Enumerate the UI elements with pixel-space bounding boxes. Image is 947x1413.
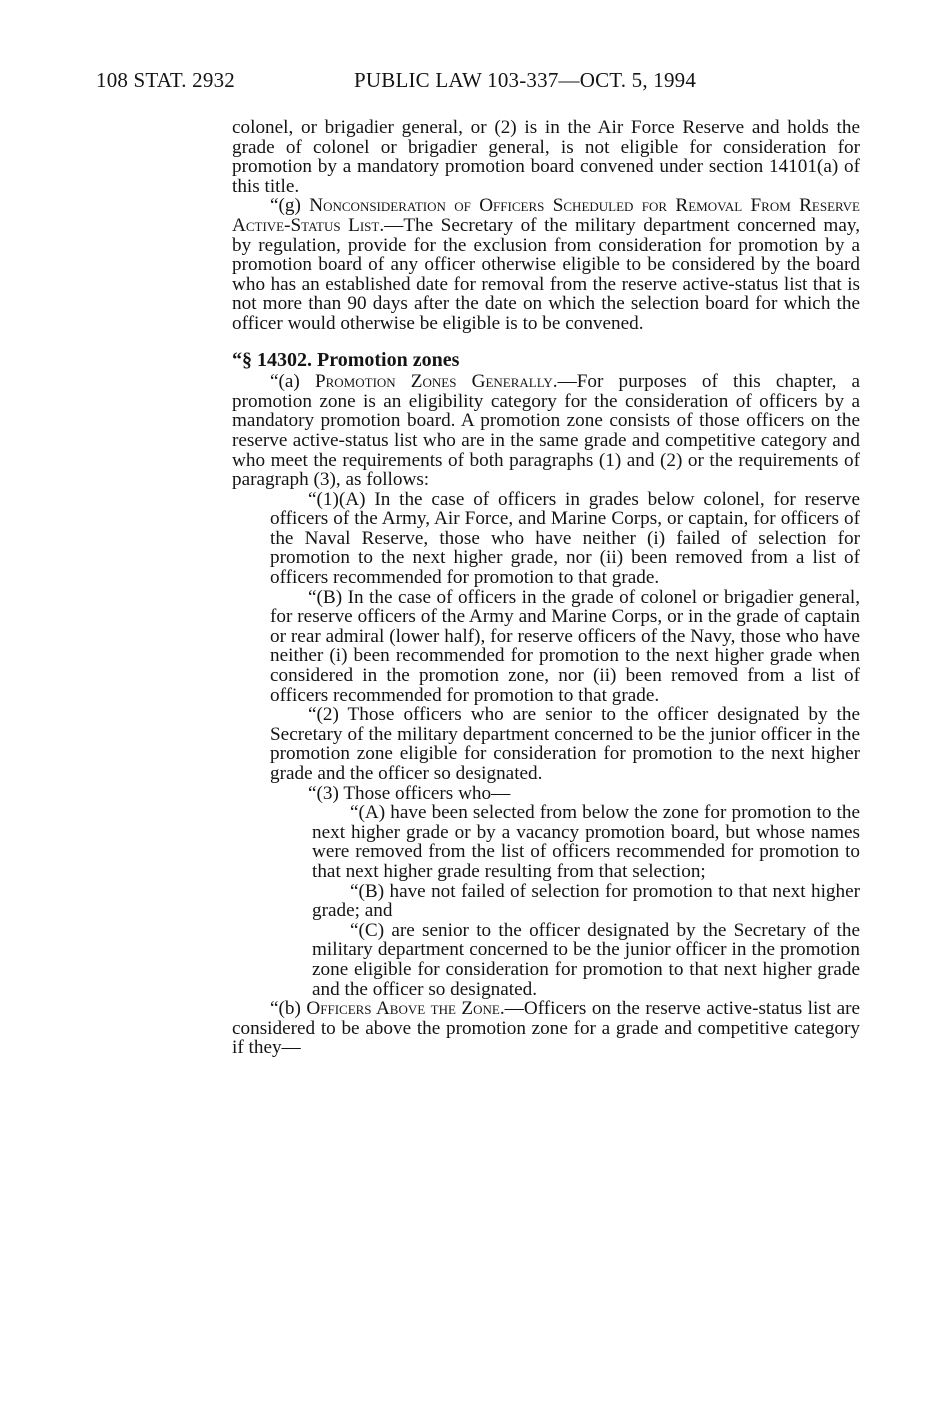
subsection-b bbox=[232, 999, 860, 1058]
subsection-g-heading: Nonconsideration of Officers Scheduled for Removal From Reserve Active-Status List. bbox=[232, 195, 860, 236]
statute-page-reference: 108 STAT. 2932 bbox=[96, 68, 235, 92]
paragraph-3B: “(B) have not failed of selection for promotion to that next higher grade; and bbox=[312, 880, 860, 922]
paragraph-3C: “(C) are senior to the officer designated by the Secretary of the military department concerned to be the junior officer in the promotion zone eligible for consideration for promotion to that next higher grade and the officer so designated. bbox=[312, 919, 860, 1000]
subsection-g-label: “(g) bbox=[270, 195, 310, 217]
document-body bbox=[232, 118, 860, 1058]
subsection-g-text: —The Secretary of the military department concerned may, by regulation, provide for the exclusion from consideration for promotion by a promotion board of any officer otherwise eligible to be considered by the board who has an established date for removal from the reserve active-status list that is not more than 90 days after the date on which the selection board for which the officer would otherwise be eligible is to be convened. bbox=[232, 214, 860, 334]
page-header bbox=[96, 68, 856, 98]
subsection-a bbox=[232, 372, 860, 490]
subsection-a-label: “(a) bbox=[270, 371, 315, 393]
paragraph-2: “(2) Those officers who are senior to the officer designated by the Secretary of the military department concerned to be the junior officer in the promotion zone eligible for consideration for promotion to the next higher grade and the officer so designated. bbox=[270, 704, 860, 784]
public-law-reference: PUBLIC LAW 103-337—OCT. 5, 1994 bbox=[354, 68, 697, 92]
paragraph-continuation: colonel, or brigadier general, or (2) is in the Air Force Reserve and holds the grade of colonel or brigadier general, is not eligible for consideration for promotion by a mandatory promotion board convened under section 14101(a) of this title. bbox=[232, 117, 860, 197]
subsection-a-text: —For purposes of this chapter, a promotion zone is an eligibility category for the consideration of officers by a mandatory promotion board. A promotion zone consists of those officers on the reserve active-status list who are in the same grade and competitive category and who meet the requirements of both paragraphs (1) and (2) or the requirements of paragraph (3), as follows: bbox=[232, 371, 861, 491]
paragraph-1B: “(B) In the case of officers in the grade of colonel or brigadier general, for reserve officers of the Army and Marine Corps, or in the grade of captain or rear admiral (lower half), for reserve officers of the Navy, those who have neither (i) been recommended for promotion to the next higher grade when considered in the promotion zone, nor (ii) been removed from a list of officers recommended for promotion to that grade. bbox=[270, 586, 860, 706]
paragraph-3: “(3) Those officers who— bbox=[308, 782, 511, 804]
subsection-b-text: —Officers on the reserve active-status list are considered to be above the promotion zone for a grade and competitive category if they— bbox=[232, 998, 861, 1059]
paragraph-3A: “(A) have been selected from below the zone for promotion to the next higher grade or by a vacancy promotion board, but whose names were removed from the list of officers recommended for promotion to that next higher grade resulting from that selection; bbox=[312, 802, 860, 882]
paragraph-1A: “(1)(A) In the case of officers in grades below colonel, for reserve officers of the Army, Air Force, and Marine Corps, or captain, for officers of the Naval Reserve, those who have neither (i) failed of selection for promotion to the next higher grade, nor (ii) been removed from a list of officers recommended for promotion to that grade. bbox=[270, 488, 860, 589]
subsection-a-heading: Promotion Zones Generally. bbox=[314, 371, 558, 393]
subsection-g bbox=[232, 196, 860, 333]
section-heading: “§ 14302. Promotion zones bbox=[232, 348, 460, 371]
subsection-b-label: “(b) bbox=[270, 998, 307, 1020]
subsection-b-heading: Officers Above the Zone. bbox=[306, 998, 505, 1020]
